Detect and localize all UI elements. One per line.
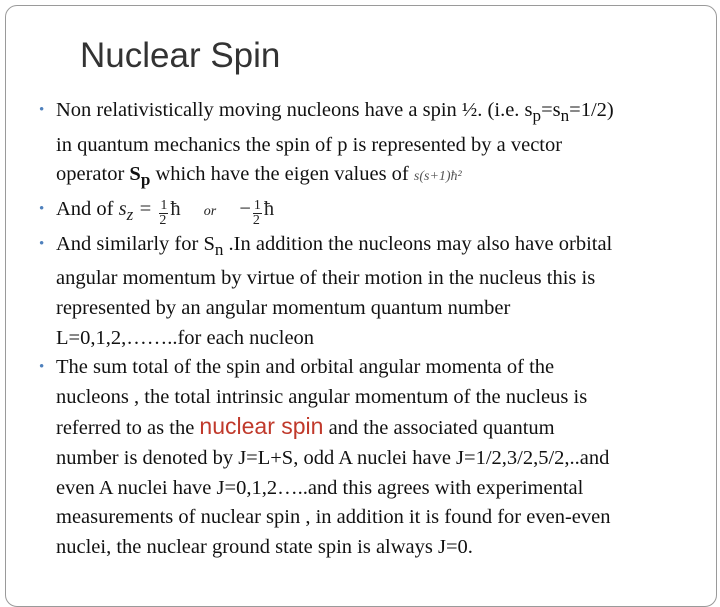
b1-line1: Non relativistically moving nucleons have a spin ½. (i.e. s: [56, 99, 533, 121]
b4-line2: nucleons , the total intrinsic angular momentum of the nucleus is: [56, 385, 588, 408]
b1-line3-post: which have the eigen values of: [150, 163, 409, 186]
slide-body: [40, 96, 707, 562]
spin-operator: S: [129, 163, 141, 186]
spin-operator-sub: p: [140, 170, 151, 190]
bullet-sz-values: [40, 195, 707, 230]
b1-line3-pre: operator: [56, 163, 130, 186]
sz-equation: $s_z$ = $\frac{1}{2}$ ħ or − $\frac{1}{2}$ ħ: [118, 197, 275, 228]
frac-num-2: 1: [253, 197, 261, 213]
or-word: or: [203, 203, 217, 219]
b1-mid: =s: [541, 99, 561, 121]
b3-sub: n: [214, 239, 224, 259]
b4-line3-post: and the associated quantum: [323, 417, 555, 440]
b4-line5: even A nuclei have J=0,1,2…..and this agrees with experimental: [56, 476, 584, 499]
b1-sub-n: n: [560, 106, 570, 126]
sz-sub: z: [126, 205, 134, 225]
bullet-orbital: [40, 230, 707, 353]
fraction-half: [159, 199, 168, 228]
b1-line2: in quantum mechanics the spin of p is represented by a vector: [56, 133, 563, 156]
sz-symbol: s: [118, 197, 127, 220]
b4-line4: number is denoted by J=L+S, odd A nuclei have J=1/2,3/2,5/2,..and: [56, 446, 610, 469]
nuclear-spin-highlight: nuclear spin: [199, 413, 324, 440]
fraction-neg-half: [253, 199, 262, 228]
bullet-total-spin: [40, 353, 707, 562]
b4-line7: nuclei, the nuclear ground state spin is always J=0.: [56, 535, 473, 558]
frac-den: 2: [159, 212, 167, 228]
frac-den-2: 2: [252, 212, 260, 228]
b3-pre: And similarly for S: [56, 232, 215, 255]
bullet-spin-intro: [40, 96, 707, 195]
eigenvalue-formula: s(s+1)ħ²: [413, 169, 462, 185]
b3-line2: angular momentum by virtue of their motion in the nucleus this is: [56, 267, 596, 290]
frac-num: 1: [160, 197, 168, 213]
b4-line1: • The sum total of the spin and orbital angular momenta of the: [56, 356, 555, 379]
b1-sub-p: p: [532, 106, 542, 126]
b1-end: =1/2): [569, 99, 614, 121]
b4-line6: measurements of nuclear spin , in addition it is found for even-even: [56, 506, 611, 529]
b3-line4: L=0,1,2,……..for each nucleon: [56, 326, 315, 349]
b3-post: .In addition the nucleons may also have orbital: [223, 232, 613, 255]
b2-text: And of: [56, 197, 114, 220]
b3-line3: represented by an angular momentum quantum number: [56, 296, 511, 319]
slide-title: Nuclear Spin: [80, 36, 281, 75]
b4-line3-pre: referred to as the: [56, 417, 200, 440]
minus-sign: −: [239, 197, 251, 220]
